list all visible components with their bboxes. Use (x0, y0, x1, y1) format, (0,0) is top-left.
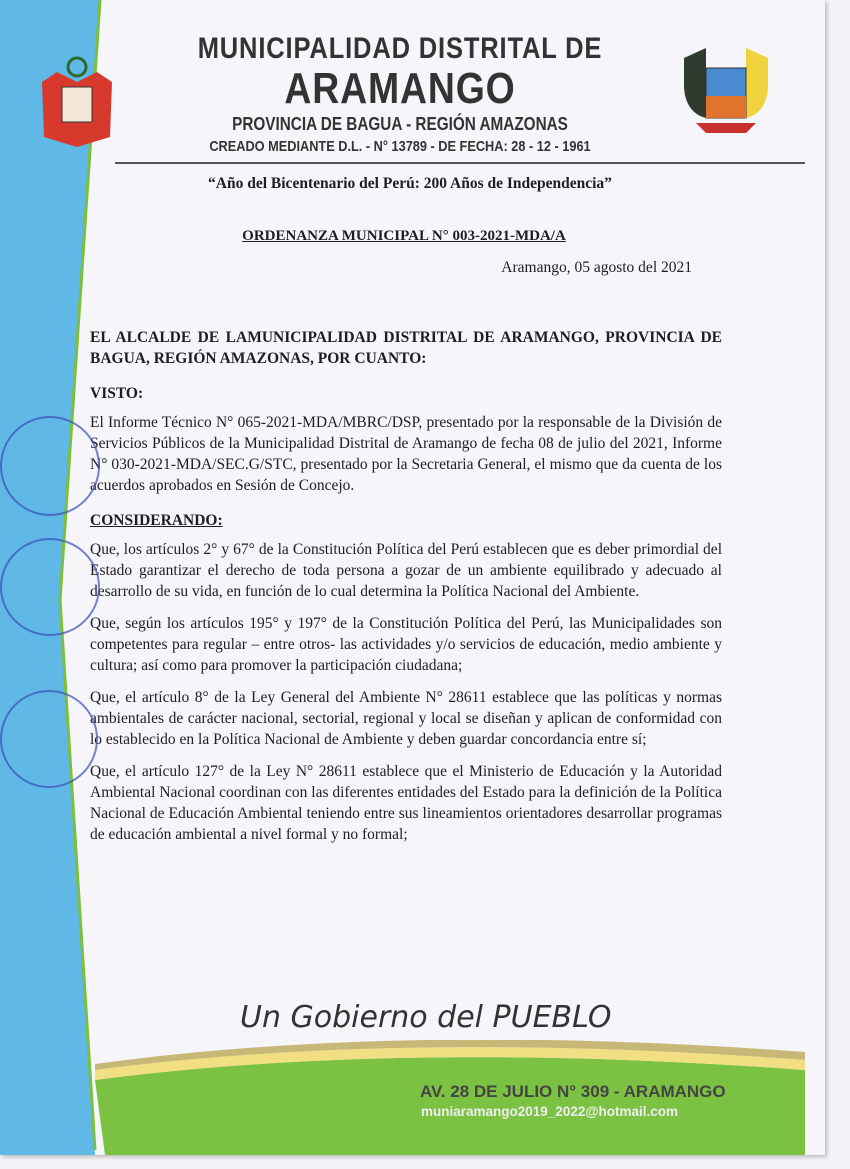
footer-slogan: Un Gobierno del PUEBLO (240, 1000, 612, 1035)
aramango-coat-of-arms-icon (676, 38, 776, 138)
document-body (90, 327, 722, 856)
peru-coat-of-arms-icon (32, 42, 122, 152)
document-date: Aramango, 05 agosto del 2021 (501, 259, 692, 276)
considerando-heading: CONSIDERANDO: (90, 512, 223, 529)
header-title-aramango: ARAMANGO (284, 64, 516, 113)
considerando-paragraph: Que, el artículo 8° de la Ley General del Ambiente N° 28611 establece que las políticas y normas ambientales de carácter nacional, sectorial, regional y local se diseñan y aplican de conformidad con lo establecido en la Política Nacional de Ambiente y deben guardar concordancia entre sí; (90, 689, 722, 748)
gerencia-stamp (0, 538, 100, 636)
considerando-paragraph: Que, los artículos 2° y 67° de la Constitución Política del Perú establecen que es deber primordial del Estado garantizar el derecho de toda persona a gozar de un ambiente equilibrado y adecuado al desarrollo de su vida, en función de lo cual determina la Política Nacional del Ambiente. (90, 541, 722, 600)
header-divider (115, 162, 805, 164)
header-creation-decree: CREADO MEDIANTE D.L. - N° 13789 - DE FECHA: 28 - 12 - 1961 (209, 138, 591, 155)
year-motto: “Año del Bicentenario del Perú: 200 Años de Independencia” (208, 175, 612, 192)
footer-address: AV. 28 DE JULIO N° 309 - ARAMANGO (420, 1082, 726, 1101)
alcaldia-stamp (0, 416, 100, 516)
asesoria-stamp (0, 690, 98, 788)
header-title-line1: MUNICIPALIDAD DISTRITAL DE (197, 32, 603, 65)
header-province: PROVINCIA DE BAGUA - REGIÓN AMAZONAS (232, 114, 568, 134)
visto-heading: VISTO: (90, 385, 144, 402)
considerando-paragraph: Que, el artículo 127° de la Ley N° 28611 establece que el Ministerio de Educación y la Autoridad Ambiental Nacional coordinan con las diferentes entidades del Estado para la definición de la Política Nacional de Educación Ambiental teniendo entre sus lineamientos orientadores desarrollar programas de educación ambiental a nivel formal y no formal; (90, 763, 722, 843)
preamble: EL ALCALDE DE LAMUNICIPALIDAD DISTRITAL DE ARAMANGO, PROVINCIA DE BAGUA, REGIÓN AMAZONAS, POR CUANTO: (90, 329, 722, 367)
footer-email: muniaramango2019_2022@hotmail.com (421, 1104, 679, 1119)
visto-paragraph: El Informe Técnico N° 065-2021-MDA/MBRC/DSP, presentado por la responsable de la División de Servicios Públicos de la Municipalidad Distrital de Aramango de fecha 08 de julio del 2021, Informe N° 030-2021-MDA/SEC.G/STC, presentado por la Secretaria General, el mismo que da cuenta de los acuerdos aprobados en Sesión de Concejo. (90, 414, 722, 494)
considerando-paragraph: Que, según los artículos 195° y 197° de la Constitución Política del Perú, las Municipalidades son competentes para regular – entre otros- las actividades y/o servicios de educación, medio ambiente y cultura; así como para promover la participación ciudadana; (90, 615, 722, 674)
ordinance-title: ORDENANZA MUNICIPAL N° 003-2021-MDA/A (242, 228, 566, 244)
